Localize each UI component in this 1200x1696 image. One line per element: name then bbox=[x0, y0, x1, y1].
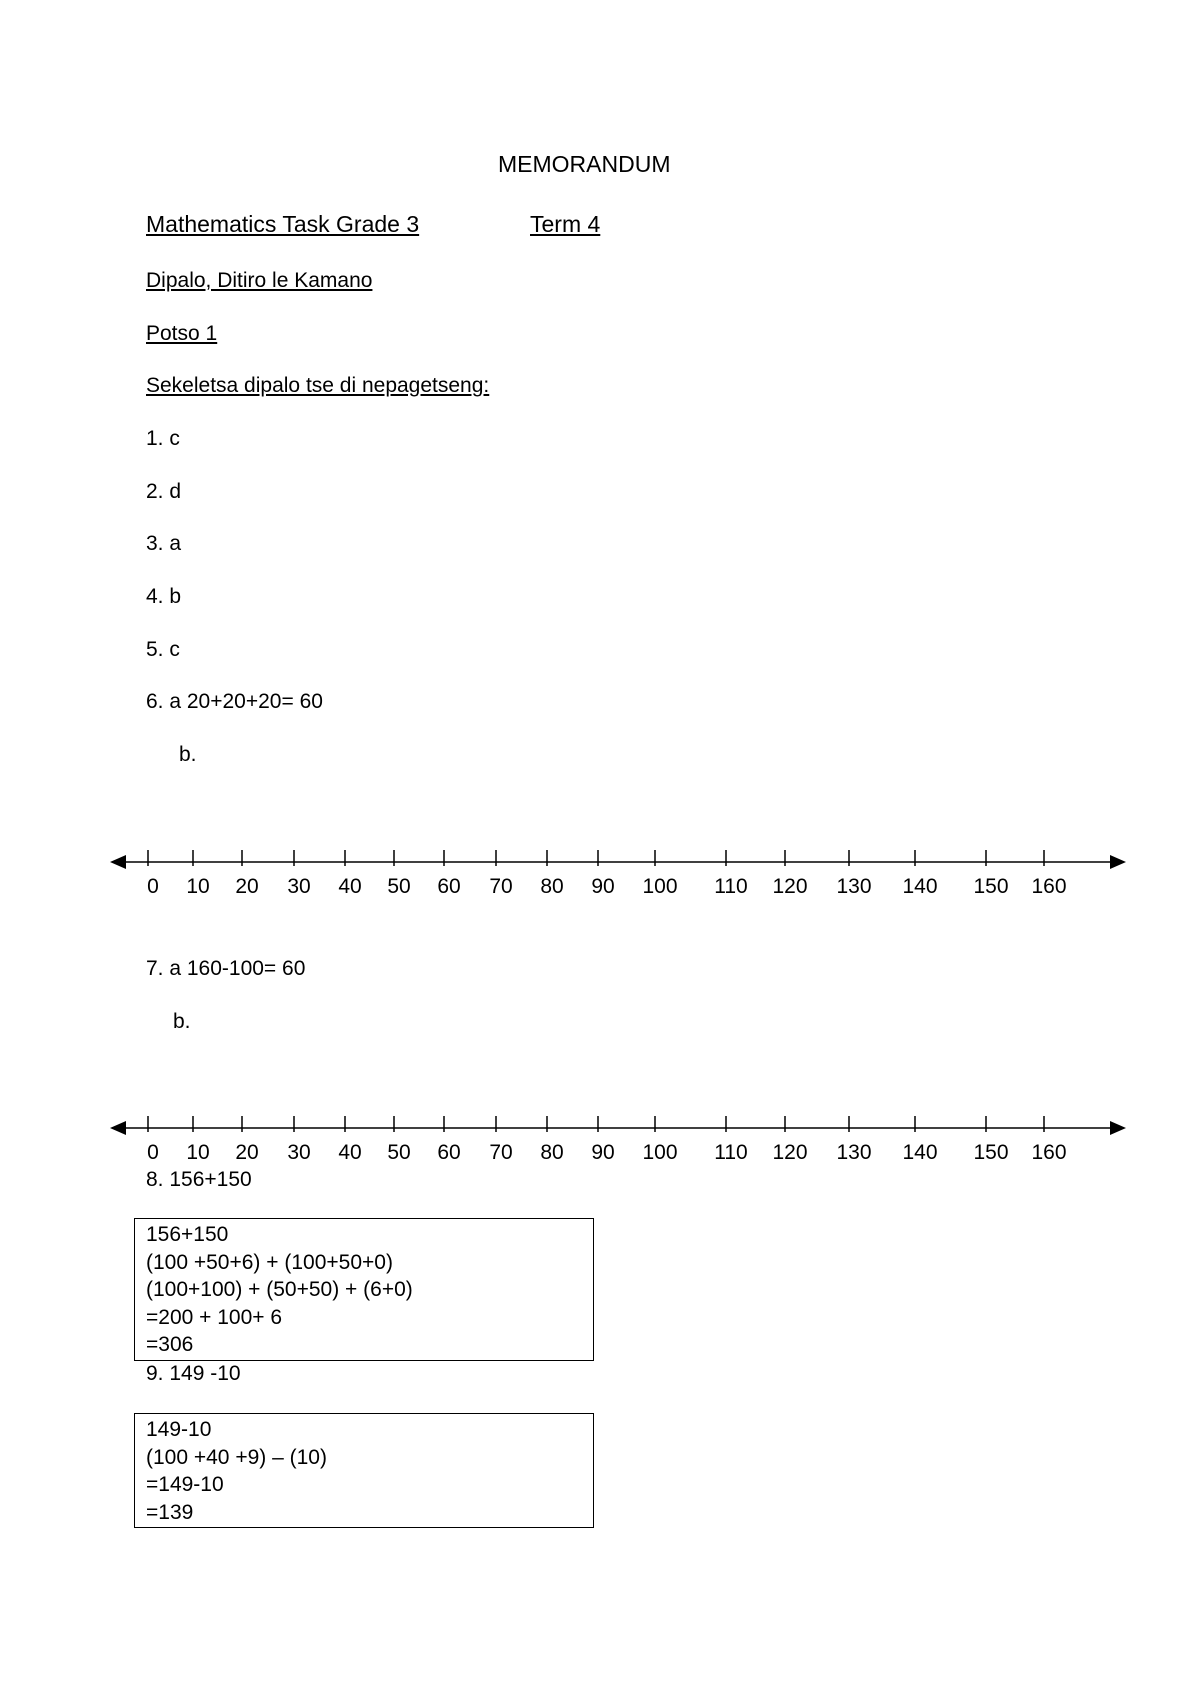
number-line-label: 100 bbox=[642, 875, 678, 898]
right-arrow-icon bbox=[1110, 1121, 1126, 1135]
answer-7b-label: b. bbox=[173, 1010, 191, 1033]
number-line-label: 160 bbox=[1031, 1141, 1067, 1164]
number-line-label: 80 bbox=[540, 1141, 564, 1164]
answer-4: 4. b bbox=[146, 585, 182, 608]
number-line-label: 0 bbox=[147, 1141, 159, 1164]
number-line-label: 140 bbox=[902, 1141, 938, 1164]
number-line-label: 110 bbox=[714, 1141, 748, 1164]
answer-7a: 7. a 160-100= 60 bbox=[146, 957, 306, 980]
number-line-label: 120 bbox=[772, 1141, 808, 1164]
number-line-label: 90 bbox=[591, 875, 615, 898]
q8-line-3: (100+100) + (50+50) + (6+0) bbox=[146, 1278, 413, 1301]
number-line-label: 120 bbox=[772, 875, 808, 898]
number-line-label: 70 bbox=[489, 1141, 513, 1164]
number-line-label: 130 bbox=[836, 875, 872, 898]
q9-line-1: 149-10 bbox=[146, 1418, 212, 1441]
q8-line-4: =200 + 100+ 6 bbox=[146, 1305, 283, 1329]
q9-line-2: (100 +40 +9) – (10) bbox=[146, 1445, 327, 1469]
number-line-label: 40 bbox=[338, 875, 362, 898]
instruction-text: Sekeletsa dipalo tse di nepagetseng: bbox=[146, 374, 490, 397]
number-line-label: 0 bbox=[147, 875, 159, 898]
number-line-label: 60 bbox=[437, 1141, 461, 1164]
number-line-label: 80 bbox=[540, 875, 564, 898]
memorandum-title: MEMORANDUM bbox=[498, 151, 671, 177]
q8-line-2: (100 +50+6) + (100+50+0) bbox=[146, 1250, 393, 1274]
answer-6a: 6. a 20+20+20= 60 bbox=[146, 690, 323, 713]
number-line-label: 110 bbox=[714, 875, 748, 898]
question-9-prompt: 9. 149 -10 bbox=[146, 1362, 241, 1385]
number-line-label: 20 bbox=[235, 1141, 259, 1164]
term-heading: Term 4 bbox=[530, 211, 601, 237]
answer-6b-label: b. bbox=[179, 743, 197, 766]
number-line-label: 30 bbox=[287, 875, 311, 898]
number-line-label: 10 bbox=[186, 1141, 210, 1164]
number-line-label: 30 bbox=[287, 1141, 311, 1164]
number-line-label: 70 bbox=[489, 875, 513, 898]
number-line-label: 130 bbox=[836, 1141, 872, 1164]
left-arrow-icon bbox=[110, 855, 126, 869]
q9-line-4: =139 bbox=[146, 1500, 194, 1524]
number-line-label: 20 bbox=[235, 875, 259, 898]
answer-1: 1. c bbox=[146, 427, 180, 450]
number-line-1-svg bbox=[0, 845, 1200, 915]
right-arrow-icon bbox=[1110, 855, 1126, 869]
number-line-label: 100 bbox=[642, 1141, 678, 1164]
number-line-label: 40 bbox=[338, 1141, 362, 1164]
number-line-label: 150 bbox=[973, 875, 1009, 898]
answer-2: 2. d bbox=[146, 480, 182, 503]
left-arrow-icon bbox=[110, 1121, 126, 1135]
question-8-prompt: 8. 156+150 bbox=[146, 1168, 252, 1191]
number-line-label: 160 bbox=[1031, 875, 1067, 898]
number-line-label: 150 bbox=[973, 1141, 1009, 1164]
q8-line-5: =306 bbox=[146, 1333, 194, 1356]
q8-line-1: 156+150 bbox=[146, 1223, 229, 1246]
question-8-working-box bbox=[134, 1218, 594, 1361]
number-line-1 bbox=[0, 845, 1200, 915]
topic-heading: Dipalo, Ditiro le Kamano bbox=[146, 269, 373, 292]
answer-3: 3. a bbox=[146, 532, 182, 555]
question-9-working-box bbox=[134, 1413, 594, 1528]
number-line-label: 140 bbox=[902, 875, 938, 898]
q9-line-3: =149-10 bbox=[146, 1473, 224, 1496]
number-line-label: 60 bbox=[437, 875, 461, 898]
subject-heading: Mathematics Task Grade 3 bbox=[146, 211, 420, 237]
question-heading: Potso 1 bbox=[146, 322, 218, 345]
number-line-label: 50 bbox=[387, 1141, 411, 1164]
number-line-label: 10 bbox=[186, 875, 210, 898]
number-line-label: 50 bbox=[387, 875, 411, 898]
number-line-label: 90 bbox=[591, 1141, 615, 1164]
answer-5: 5. c bbox=[146, 638, 180, 661]
